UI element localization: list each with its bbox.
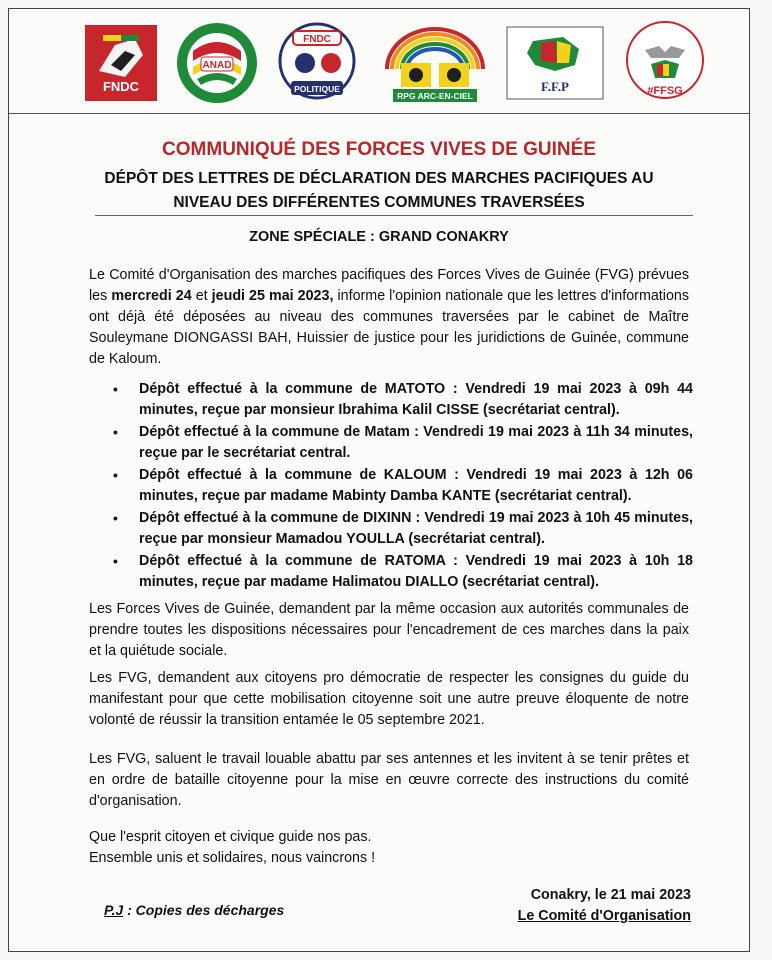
document-page — [8, 8, 750, 952]
deposit-text: Dépôt effectué à la commune de KALOUM : Vendredi 19 mai 2023 à 12h 06 minutes, reçue par madame Mabinty Damba KANTE (secrétariat central). — [139, 467, 693, 504]
deposit-text: Dépôt effectué à la commune de Matam : Vendredi 19 mai 2023 à 11h 34 minutes, reçue par le secrétariat central. — [139, 424, 693, 461]
intro-date-1: mercredi 24 — [111, 288, 192, 304]
intro-paragraph — [89, 265, 689, 370]
intro-text-e: informe l'opinion nationale que les lettres d'informations ont déjà été déposées au niveau des communes traversées par le cabinet de Maître Souleymane DIONGASSI BAH, Huissier de justice pour les juridictions de Guinée, commune de Kaloum. — [89, 288, 690, 367]
list-item — [109, 508, 693, 550]
list-item — [109, 422, 693, 464]
communique-subtitle — [9, 167, 749, 215]
ffp-logo — [503, 23, 607, 103]
fndc-politique-logo — [277, 23, 357, 103]
rpg-logo-text: RPG ARC-EN-CIEL — [397, 91, 473, 101]
bullet: • — [113, 424, 118, 440]
paragraph-citizens: Les FVG, demandent aux citoyens pro démocratie de respecter les consignes du guide du manifestant pour que cette mobilisation citoyenne soit une autre preuve éloquente de notre volonté de réussir la transition entamée le 05 septembre 2021. — [89, 670, 689, 728]
bullet: • — [113, 553, 118, 569]
ffsg-logo — [617, 23, 713, 103]
title-divider — [95, 215, 693, 216]
zone-heading: ZONE SPÉCIALE : GRAND CONAKRY — [249, 229, 509, 245]
attachments-note — [104, 902, 284, 918]
sign-place-date: Conakry, le 21 mai 2023 — [530, 887, 691, 903]
fndc-logo-text: FNDC — [102, 79, 140, 94]
paragraph-antennas: Les FVG, saluent le travail louable abattu par ses antennes et les invitent à se tenir prêtes et en ordre de bataille citoyenne pour la mise en œuvre correcte des instructions du comité d'organisation. — [89, 751, 689, 809]
rpg-arc-en-ciel-logo — [377, 23, 493, 103]
logo-banner — [9, 9, 749, 114]
closing-line-2: Ensemble unis et solidaires, nous vaincrons ! — [89, 850, 376, 866]
ffsg-logo-text: #FFSG — [647, 85, 683, 97]
bullet: • — [113, 381, 118, 397]
anad-logo — [175, 23, 259, 103]
attachments-text: : Copies des décharges — [123, 902, 285, 918]
attachments-label: P.J — [104, 902, 124, 918]
list-item — [109, 379, 693, 421]
deposit-list — [109, 379, 693, 594]
ffp-logo-text: F.F.P — [541, 79, 569, 94]
intro-date-2: jeudi 25 mai 2023, — [211, 288, 334, 304]
list-item — [109, 551, 693, 593]
fndc-logo — [81, 23, 161, 103]
closing-paragraph — [89, 827, 689, 869]
deposit-text: Dépôt effectué à la commune de DIXINN : Vendredi 19 mai 2023 à 10h 45 minutes, reçue par monsieur Mamadou YOULLA (secrétariat central). — [139, 510, 693, 547]
subtitle-line-1: DÉPÔT DES LETTRES DE DÉCLARATION DES MARCHES PACIFIQUES AU — [104, 170, 654, 187]
bullet: • — [113, 467, 118, 483]
fndc-politique-text: POLITIQUE — [294, 84, 340, 94]
subtitle-line-2: NIVEAU DES DIFFÉRENTES COMMUNES TRAVERSÉES — [173, 194, 585, 211]
communique-title: COMMUNIQUÉ DES FORCES VIVES DE GUINÉE — [162, 139, 596, 160]
deposit-text: Dépôt effectué à la commune de RATOMA : Vendredi 19 mai 2023 à 10h 18 minutes, reçue par madame Halimatou DIALLO (secrétariat central). — [139, 553, 693, 590]
deposit-text: Dépôt effectué à la commune de MATOTO : Vendredi 19 mai 2023 à 09h 44 minutes, reçue par monsieur Ibrahima Kalil CISSE (secrétariat central). — [139, 381, 693, 418]
list-item — [109, 465, 693, 507]
sign-organization: Le Comité d'Organisation — [517, 908, 691, 924]
closing-line-1: Que l'esprit citoyen et civique guide nos pas. — [89, 829, 372, 845]
signature-block — [518, 885, 691, 927]
fndc-politique-top-text: FNDC — [303, 34, 331, 45]
intro-text-c: et — [191, 288, 212, 304]
intro-text-a: Le Comité d'Organisation des marches pacifiques des Forces Vives de Guinée (FVG) prévues les — [89, 267, 689, 304]
anad-logo-text: ANAD — [202, 60, 232, 71]
bullet: • — [113, 510, 118, 526]
paragraph-authorities: Les Forces Vives de Guinée, demandent par la même occasion aux autorités communales de prendre toutes les dispositions nécessaires pour l'encadrement de ces marches dans la paix et la quiétude sociale. — [89, 601, 689, 659]
